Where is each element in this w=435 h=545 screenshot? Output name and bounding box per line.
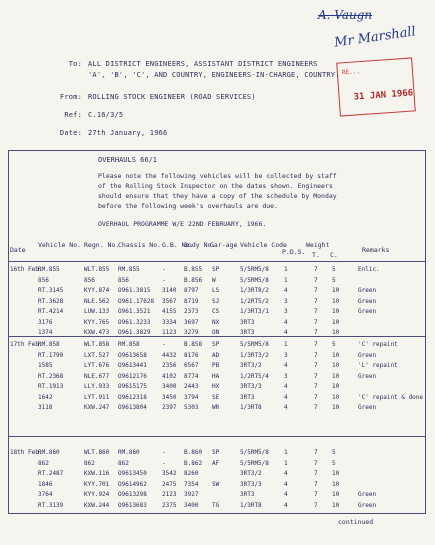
- regn-no: 856: [84, 276, 95, 284]
- weight-t: 7: [314, 351, 318, 359]
- continued-note: continued: [338, 518, 374, 526]
- col-chassis: Chassis No.: [118, 241, 162, 249]
- vehicle-no: RT.1790: [38, 351, 64, 359]
- garage: SE: [212, 393, 220, 401]
- regn-no: KXW.116: [84, 470, 110, 477]
- weight-c: 10: [332, 372, 340, 380]
- weight-t: 7: [314, 480, 318, 488]
- vehicle-code: 1/3RT3/2: [240, 351, 269, 359]
- remarks: Green: [358, 404, 377, 411]
- gb-no: 3400: [162, 383, 177, 390]
- weight-c: 10: [332, 297, 340, 305]
- pds: 4: [284, 383, 288, 390]
- body-no: 8260: [184, 470, 199, 477]
- vehicle-code: 3RT3/2: [240, 470, 262, 477]
- regn-no: LYT.911: [84, 393, 110, 401]
- chassis-no: RM.858: [118, 341, 140, 348]
- chassis-no: O961.3829: [118, 329, 151, 336]
- remarks: 'C' repaint & done: [358, 393, 424, 401]
- remarks: Green: [358, 308, 377, 315]
- weight-t: 7: [314, 297, 318, 305]
- chassis-no: O961.3815: [118, 287, 151, 294]
- chassis-no: O9612176: [118, 372, 147, 380]
- vehicle-no: 3118: [38, 404, 53, 411]
- vehicle-no: RT.2368: [38, 372, 64, 380]
- regn-no: WLT.855: [84, 266, 110, 273]
- chassis-no: O9613441: [118, 362, 147, 369]
- gb-no: -: [162, 341, 166, 348]
- pds: 4: [284, 470, 288, 477]
- body-no: 3697: [184, 318, 199, 326]
- col-date: Date: [10, 246, 26, 254]
- regn-no: LYT.676: [84, 362, 110, 369]
- pds: 3: [284, 308, 288, 315]
- pds: 4: [284, 329, 288, 336]
- remarks: Green: [358, 297, 377, 305]
- regn-no: LUW.133: [84, 308, 110, 315]
- group-date: 17th Feb.: [10, 341, 43, 348]
- vehicle-code: 3RT3/3: [240, 480, 262, 488]
- weight-t: 7: [314, 341, 318, 348]
- chassis-no: RM.860: [118, 449, 140, 456]
- vehicle-no: RT.4214: [38, 308, 64, 315]
- vehicle-code: 1/3RT3/1: [240, 308, 269, 315]
- gb-no: -: [162, 266, 166, 273]
- col-vehicle: Vehicle No.: [38, 241, 82, 249]
- garage: NX: [212, 318, 220, 326]
- pds: 4: [284, 491, 288, 498]
- weight-c: 10: [332, 393, 340, 401]
- body-no: B.855: [184, 266, 203, 273]
- pds: 1: [284, 266, 288, 273]
- from-value: ROLLING STOCK ENGINEER (ROAD SERVICES): [88, 93, 256, 101]
- garage: SW: [212, 480, 220, 488]
- regn-no: KXW.473: [84, 329, 110, 336]
- regn-no: WLT.860: [84, 449, 110, 456]
- body-no: 3794: [184, 393, 199, 401]
- weight-t: 7: [314, 362, 318, 369]
- chassis-no: O9613804: [118, 404, 147, 411]
- overhauls-title: OVERHAULS 66/1: [98, 156, 158, 164]
- weight-c: 10: [332, 501, 340, 509]
- vehicle-code: 3RT3: [240, 318, 255, 326]
- vehicle-code: 1/3RT8: [240, 501, 262, 509]
- vehicle-code: 3RT3: [240, 393, 255, 401]
- note-line-2: of the Rolling Stock Inspector on the dates shown. Engineers: [98, 182, 333, 190]
- vehicle-no: RM.860: [38, 449, 60, 456]
- garage: CS: [212, 308, 220, 315]
- chassis-no: O9613298: [118, 491, 147, 498]
- vehicle-code: 1/2RT5/4: [240, 372, 269, 380]
- gb-no: 3450: [162, 393, 177, 401]
- group-date: 16th Feb.: [10, 266, 43, 273]
- vehicle-no: 1642: [38, 393, 53, 401]
- vehicle-code: 5/5RM5/8: [240, 459, 269, 467]
- regn-no: 862: [84, 459, 95, 467]
- to-line-2: 'A', 'B', 'C', AND COUNTRY, ENGINEERS-IN-CHARGE, COUNTRY.: [88, 71, 340, 79]
- col-weight-t: T.: [312, 251, 320, 259]
- garage: HX: [212, 383, 220, 390]
- regn-no: KYY.765: [84, 318, 110, 326]
- gb-no: 2375: [162, 501, 177, 509]
- pds: 4: [284, 480, 288, 488]
- col-body: Body No.: [184, 241, 216, 249]
- pds: 1: [284, 341, 288, 348]
- weight-t: 7: [314, 449, 318, 456]
- col-garage: Gar-age: [210, 241, 238, 249]
- chassis-no: O9613683: [118, 501, 147, 509]
- body-no: B.858: [184, 341, 203, 348]
- vehicle-no: RM.858: [38, 341, 60, 348]
- body-no: B.862: [184, 459, 203, 467]
- body-no: 8176: [184, 351, 199, 359]
- ref-value: C.16/3/5: [88, 111, 124, 119]
- handwritten-name-crossed: A. Vaugn: [318, 8, 373, 22]
- ref-label: Ref:: [64, 111, 82, 119]
- vehicle-code: 5/5RM5/8: [240, 341, 269, 348]
- vehicle-code: 5/5RM5/8: [240, 266, 269, 273]
- gb-no: 3140: [162, 287, 177, 294]
- body-no: 3927: [184, 491, 199, 498]
- remarks: Green: [358, 372, 377, 380]
- vehicle-code: 5/5RM5/8: [240, 276, 269, 284]
- vehicle-no: RM.855: [38, 266, 60, 273]
- vehicle-code: 3RT3/2: [240, 362, 262, 369]
- weight-t: 7: [314, 404, 318, 411]
- programme-heading: OVERHAUL PROGRAMME W/E 22ND FEBRUARY, 1966.: [98, 220, 267, 228]
- vehicle-no: 1374: [38, 329, 53, 336]
- stamp-top-text: RE...: [341, 68, 361, 77]
- garage: LS: [212, 287, 220, 294]
- pds: 4: [284, 362, 288, 369]
- gb-no: 2475: [162, 480, 177, 488]
- gb-no: 3334: [162, 318, 177, 326]
- col-remarks: Remarks: [362, 246, 390, 254]
- garage: PB: [212, 362, 220, 369]
- note-line-4: before the following week's overhauls are due.: [98, 202, 279, 210]
- weight-c: 5: [332, 266, 336, 273]
- weight-t: 7: [314, 459, 318, 467]
- gb-no: 2356: [162, 362, 177, 369]
- chassis-no: O9613450: [118, 470, 147, 477]
- pds: 1: [284, 459, 288, 467]
- remarks: Enlic.: [358, 266, 380, 273]
- weight-c: 10: [332, 318, 340, 326]
- weight-c: 5: [332, 459, 336, 467]
- weight-c: 5: [332, 276, 336, 284]
- weight-t: 7: [314, 491, 318, 498]
- garage: SJ: [212, 297, 220, 305]
- regn-no: KYY.874: [84, 287, 110, 294]
- body-no: B.860: [184, 449, 203, 456]
- garage: ON: [212, 329, 220, 336]
- pds: 4: [284, 287, 288, 294]
- vehicle-code: 1/2RT5/2: [240, 297, 269, 305]
- weight-c: 10: [332, 491, 340, 498]
- pds: 3: [284, 297, 288, 305]
- pds: 1: [284, 276, 288, 284]
- weight-c: 10: [332, 329, 340, 336]
- gb-no: 2123: [162, 491, 177, 498]
- col-pds: P.D.S.: [282, 248, 306, 256]
- body-no: 8797: [184, 287, 199, 294]
- vehicle-no: 1846: [38, 480, 53, 488]
- vehicle-no: RT.1913: [38, 383, 64, 390]
- to-line-1: ALL DISTRICT ENGINEERS, ASSISTANT DISTRICT ENGINEERS: [88, 60, 318, 68]
- garage: SP: [212, 341, 220, 348]
- vehicle-no: 862: [38, 459, 49, 467]
- remarks: Green: [358, 491, 377, 498]
- vehicle-code: 3RT3: [240, 329, 255, 336]
- vehicle-no: RT.3139: [38, 501, 64, 509]
- col-weight-c: C.: [330, 251, 338, 259]
- body-no: 2373: [184, 308, 199, 315]
- chassis-no: O961.3521: [118, 308, 151, 315]
- pds: 1: [284, 449, 288, 456]
- pds: 4: [284, 393, 288, 401]
- weight-c: 10: [332, 351, 340, 359]
- gb-no: -: [162, 459, 166, 467]
- chassis-no: O9614962: [118, 480, 147, 488]
- gb-no: 3567: [162, 297, 177, 305]
- remarks: 'C' repaint: [358, 341, 398, 348]
- col-weight: Weight: [306, 241, 330, 249]
- gb-no: -: [162, 276, 166, 284]
- gb-no: 2397: [162, 404, 177, 411]
- vehicle-code: 5/5RM5/8: [240, 449, 269, 456]
- gb-no: -: [162, 449, 166, 456]
- chassis-no: O961.17628: [118, 297, 155, 305]
- date-value: 27th January, 1966: [88, 129, 168, 137]
- body-no: 2443: [184, 383, 199, 390]
- body-no: 5303: [184, 404, 199, 411]
- stamp-date: 31 JAN 1966: [353, 88, 414, 103]
- weight-c: 10: [332, 404, 340, 411]
- gb-no: 4155: [162, 308, 177, 315]
- pds: 4: [284, 318, 288, 326]
- weight-t: 7: [314, 393, 318, 401]
- weight-c: 10: [332, 470, 340, 477]
- vehicle-no: RT.2487: [38, 470, 64, 477]
- garage: SP: [212, 449, 220, 456]
- chassis-no: O9615175: [118, 383, 147, 390]
- col-regn: Regn. No.: [84, 241, 120, 249]
- gb-no: 1123: [162, 329, 177, 336]
- weight-t: 7: [314, 372, 318, 380]
- group-rule-2: [8, 436, 426, 437]
- weight-t: 7: [314, 329, 318, 336]
- weight-c: 5: [332, 341, 336, 348]
- regn-no: LXT.527: [84, 351, 110, 359]
- regn-no: WLT.858: [84, 341, 110, 348]
- regn-no: LLY.933: [84, 383, 110, 390]
- vehicle-no: 3764: [38, 491, 53, 498]
- gb-no: 3542: [162, 470, 177, 477]
- garage: W: [212, 276, 216, 284]
- weight-t: 7: [314, 276, 318, 284]
- chassis-no: O9612318: [118, 393, 147, 401]
- gb-no: 4102: [162, 372, 177, 380]
- garage: TG: [212, 501, 220, 509]
- regn-no: KYY.701: [84, 480, 110, 488]
- pds: 4: [284, 404, 288, 411]
- weight-c: 10: [332, 480, 340, 488]
- body-no: 8774: [184, 372, 199, 380]
- group-rule-1: [8, 336, 426, 337]
- regn-no: KXW.247: [84, 404, 110, 411]
- body-no: 6567: [184, 362, 199, 369]
- remarks: Green: [358, 501, 377, 509]
- remarks: 'L' repaint: [358, 362, 398, 369]
- weight-c: 10: [332, 287, 340, 294]
- gb-no: 4432: [162, 351, 177, 359]
- vehicle-no: 3176: [38, 318, 53, 326]
- vehicle-code: 3RT3: [240, 491, 255, 498]
- weight-t: 7: [314, 318, 318, 326]
- regn-no: KXW.244: [84, 501, 110, 509]
- pds: 3: [284, 351, 288, 359]
- weight-c: 10: [332, 362, 340, 369]
- weight-t: 7: [314, 308, 318, 315]
- vehicle-code: 1/3RT8/2: [240, 287, 269, 294]
- note-line-1: Please note the following vehicles will be collected by staff: [98, 172, 337, 180]
- weight-c: 5: [332, 449, 336, 456]
- weight-c: 10: [332, 308, 340, 315]
- vehicle-code: 3RT3/3: [240, 383, 262, 390]
- regn-no: NLE.562: [84, 297, 110, 305]
- weight-c: 10: [332, 383, 340, 390]
- pds: 4: [284, 501, 288, 509]
- col-gb: G.B. No.: [162, 241, 194, 249]
- body-no: 3279: [184, 329, 199, 336]
- garage: AD: [212, 351, 220, 359]
- regn-no: NLE.677: [84, 372, 110, 380]
- vehicle-code: 1/3RT8: [240, 404, 262, 411]
- remarks: Green: [358, 351, 377, 359]
- pds: 3: [284, 372, 288, 380]
- weight-t: 7: [314, 383, 318, 390]
- note-line-3: should ensure that they have a copy of the schedule by Monday: [98, 192, 337, 200]
- handwritten-name: Mr Marshall: [333, 24, 417, 51]
- remarks: Green: [358, 287, 377, 294]
- received-stamp: [336, 57, 416, 116]
- weight-t: 7: [314, 287, 318, 294]
- col-code: Vehicle Code: [240, 241, 287, 249]
- weight-t: 7: [314, 470, 318, 477]
- weight-t: 7: [314, 266, 318, 273]
- garage: WR: [212, 404, 220, 411]
- chassis-no: O9613658: [118, 351, 147, 359]
- chassis-no: RM.855: [118, 266, 140, 273]
- body-no: B.856: [184, 276, 203, 284]
- vehicle-no: RT.3628: [38, 297, 64, 305]
- chassis-no: 856: [118, 276, 129, 284]
- regn-no: KYY.924: [84, 491, 110, 498]
- group-date: 18th Feb.: [10, 449, 43, 456]
- header-rule: [8, 261, 426, 262]
- to-label: To:: [68, 60, 82, 68]
- date-label: Date:: [59, 129, 82, 137]
- vehicle-no: 1585: [38, 362, 53, 369]
- body-no: 7354: [184, 480, 199, 488]
- from-label: From:: [59, 93, 82, 101]
- chassis-no: O961.3233: [118, 318, 151, 326]
- vehicle-no: RT.3145: [38, 287, 64, 294]
- garage: AF: [212, 459, 220, 467]
- vehicle-no: 856: [38, 276, 49, 284]
- body-no: 8719: [184, 297, 199, 305]
- weight-t: 7: [314, 501, 318, 509]
- chassis-no: 862: [118, 459, 129, 467]
- garage: SP: [212, 266, 220, 273]
- body-no: 3400: [184, 501, 199, 509]
- garage: HA: [212, 372, 220, 380]
